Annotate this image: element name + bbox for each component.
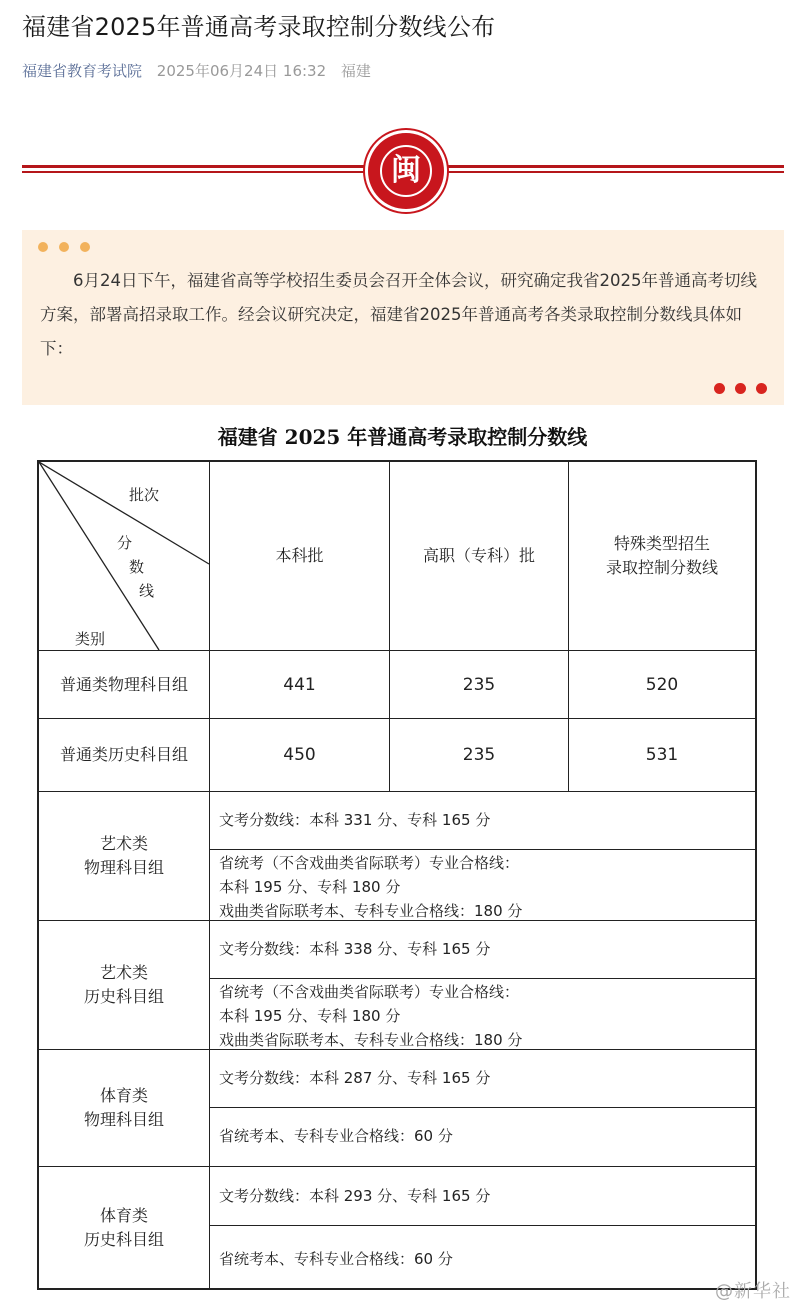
value-physics-special: 520 — [645, 674, 679, 695]
corner-label-category: 类别 — [75, 630, 106, 648]
dot-icon — [59, 242, 69, 252]
value-physics-undergraduate: 441 — [283, 674, 316, 695]
sports-history-culture-line: 文考分数线：本科 293 分、专科 165 分 — [219, 1187, 491, 1205]
corner-label-score-2: 数 — [129, 558, 145, 576]
sports-physics-culture-line: 文考分数线：本科 287 分、专科 165 分 — [219, 1069, 491, 1087]
dot-icon — [38, 242, 48, 252]
corner-label-batch: 批次 — [129, 486, 160, 504]
row-label-art-physics: 艺术类 物理科目组 — [83, 834, 164, 877]
value-physics-vocational: 235 — [462, 674, 496, 695]
xinhua-watermark: @新华社 — [715, 1281, 791, 1302]
value-history-special: 531 — [645, 745, 679, 765]
source-account-link[interactable]: 福建省教育考试院 — [22, 62, 143, 80]
dot-icon — [80, 242, 90, 252]
sports-history-major-line: 省统考本、专科专业合格线：60 分 — [219, 1250, 453, 1268]
notice-box — [22, 230, 784, 405]
row-divider — [209, 978, 755, 979]
corner-label-score-1: 分 — [117, 534, 133, 552]
row-divider — [209, 849, 755, 850]
notice-text: 6月24日下午，福建省高等学校招生委员会召开全体会议，研究确定我省2025年普通高考切线方案，部署高招录取工作。经会议研究决定，福建省2025年普通高考各类录取控制分数线具体如下： — [40, 271, 757, 358]
art-physics-culture-line: 文考分数线：本科 331 分、专科 165 分 — [219, 811, 491, 829]
value-history-vocational: 235 — [462, 745, 496, 765]
row-label-sports-history: 体育类 历史科目组 — [83, 1205, 164, 1249]
row-divider — [209, 1107, 755, 1108]
row-label-art-history: 艺术类 历史科目组 — [83, 963, 164, 1006]
header-undergraduate: 本科批 — [275, 546, 324, 565]
article-meta — [22, 60, 381, 82]
header-vocational: 高职（专科）批 — [422, 546, 535, 565]
value-history-undergraduate: 450 — [283, 745, 316, 765]
corner-diagonals — [39, 462, 211, 652]
sports-physics-major-line: 省统考本、专科专业合格线：60 分 — [219, 1127, 453, 1145]
row-label-history: 普通类历史科目组 — [59, 745, 188, 764]
row-label-sports-physics: 体育类 物理科目组 — [83, 1086, 164, 1129]
corner-label-score-3: 线 — [139, 582, 155, 600]
article-title: 福建省2025年普通高考录取控制分数线公布 — [22, 13, 496, 41]
art-history-culture-line: 文考分数线：本科 338 分、专科 165 分 — [219, 940, 491, 958]
art-physics-major-line: 省统考（不含戏曲类省际联考）专业合格线： 本科 195 分、专科 180 分 戏曲类省际联考本、专科专业合格线：180 分 — [219, 854, 523, 920]
exam-authority-seal-icon — [368, 133, 444, 209]
dot-icon — [735, 383, 746, 394]
row-divider — [209, 1225, 755, 1226]
dot-icon — [756, 383, 767, 394]
art-history-major-line: 省统考（不含戏曲类省际联考）专业合格线： 本科 195 分、专科 180 分 戏曲类省际联考本、专科专业合格线：180 分 — [219, 983, 523, 1049]
seal-glyph: 闽 — [391, 153, 421, 188]
dot-icon — [714, 383, 725, 394]
publish-datetime: 2025年06月24日 16:32 — [156, 62, 327, 80]
publish-location: 福建 — [340, 62, 371, 80]
row-label-physics: 普通类物理科目组 — [59, 674, 188, 694]
score-table — [37, 460, 757, 1290]
table-title: 福建省 2025 年普通高考录取控制分数线 — [217, 425, 588, 449]
header-special-type: 特殊类型招生 录取控制分数线 — [605, 534, 718, 577]
